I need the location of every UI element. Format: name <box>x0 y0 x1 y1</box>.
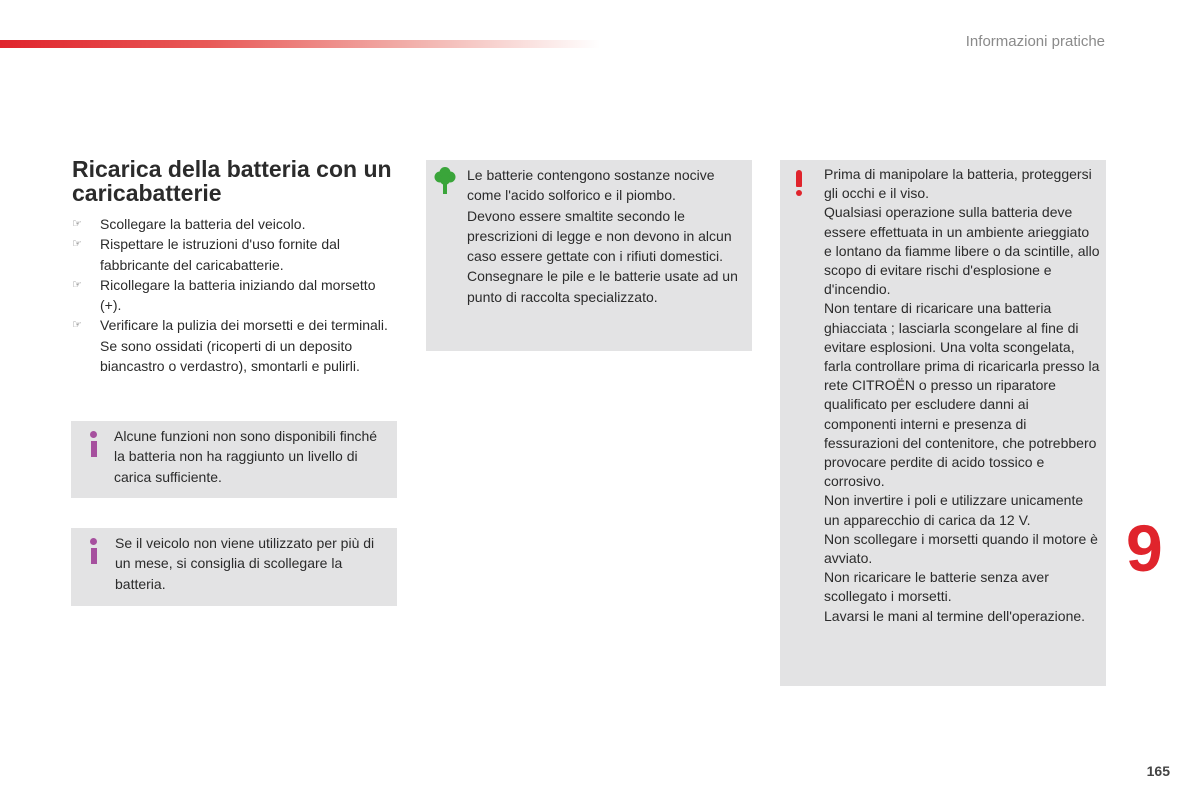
step-item <box>72 214 397 234</box>
warning-text: Prima di manipolare la batteria, proteggersi gli occhi e il viso. Qualsiasi operazione sulla batteria deve essere effettuata in un ambiente arieggiato e lontano da fiamme libere o da scintille, allo scopo di evitare rischi d'esplosione e d'incendio. Non tentare di ricaricare una batteria ghiacciata ; lasciarla scongelare al fine di evitare esplosioni. Una volta scongelata, farla controllare prima di ricaricarla presso la rete CITROËN o presso un riparatore qualificato per escludere danni ai componenti interni e presenza di fessurazioni del contenitore, che potrebbero provocare perdite di acido tossico e corrosivo. Non invertire i poli e utilizzare unicamente un apparecchio di carica da 12 V. Non scollegare i morsetti quando il motore è avviato. Non ricaricare le batterie senza aver scollegato i morsetti. Lavarsi le mani al termine dell'operazione. <box>824 166 1100 624</box>
header-accent-bar <box>0 40 600 48</box>
step-item <box>72 275 397 316</box>
step-text: Verificare la pulizia dei morsetti e dei terminali. Se sono ossidati (ricoperti di un deposito biancastro o verdastro), smontarli e pulirli. <box>100 317 388 375</box>
info-box <box>71 528 397 606</box>
section-title: Informazioni pratiche <box>965 33 1105 50</box>
info-icon <box>87 538 99 564</box>
step-item <box>72 234 397 275</box>
tree-icon <box>434 167 456 195</box>
page-number: 165 <box>1146 763 1170 779</box>
procedure-steps <box>72 214 397 376</box>
step-text: Rispettare le istruzioni d'uso fornite dal fabbricante del caricabatterie. <box>100 236 341 273</box>
info-box <box>71 421 397 498</box>
pointing-hand-icon: ☞ <box>72 278 82 291</box>
chapter-number: 9 <box>1126 511 1163 585</box>
info-text: Alcune funzioni non sono disponibili finché la batteria non ha raggiunto un livello di carica sufficiente. <box>114 428 378 485</box>
environment-box <box>426 160 752 351</box>
environment-text: Le batterie contengono sostanze nocive come l'acido solforico e il piombo. Devono essere smaltite secondo le prescrizioni di legge e non devono in alcun caso essere gettate con i rifiuti domestici. Consegnare le pile e le batterie usate ad un punto di raccolta specializzato. <box>467 167 738 305</box>
info-text: Se il veicolo non viene utilizzato per più di un mese, si consiglia di scollegare la batteria. <box>115 535 375 592</box>
info-icon <box>87 431 99 457</box>
step-item <box>72 315 397 376</box>
pointing-hand-icon: ☞ <box>72 238 82 251</box>
warning-box <box>780 160 1106 686</box>
step-text: Ricollegare la batteria iniziando dal morsetto (+). <box>100 276 376 314</box>
pointing-hand-icon: ☞ <box>72 218 82 230</box>
exclamation-icon <box>794 170 804 196</box>
page-heading: Ricarica della batteria con un caricabatterie <box>72 156 392 206</box>
step-text: Scollegare la batteria del veicolo. <box>100 216 306 232</box>
pointing-hand-icon: ☞ <box>72 319 82 332</box>
